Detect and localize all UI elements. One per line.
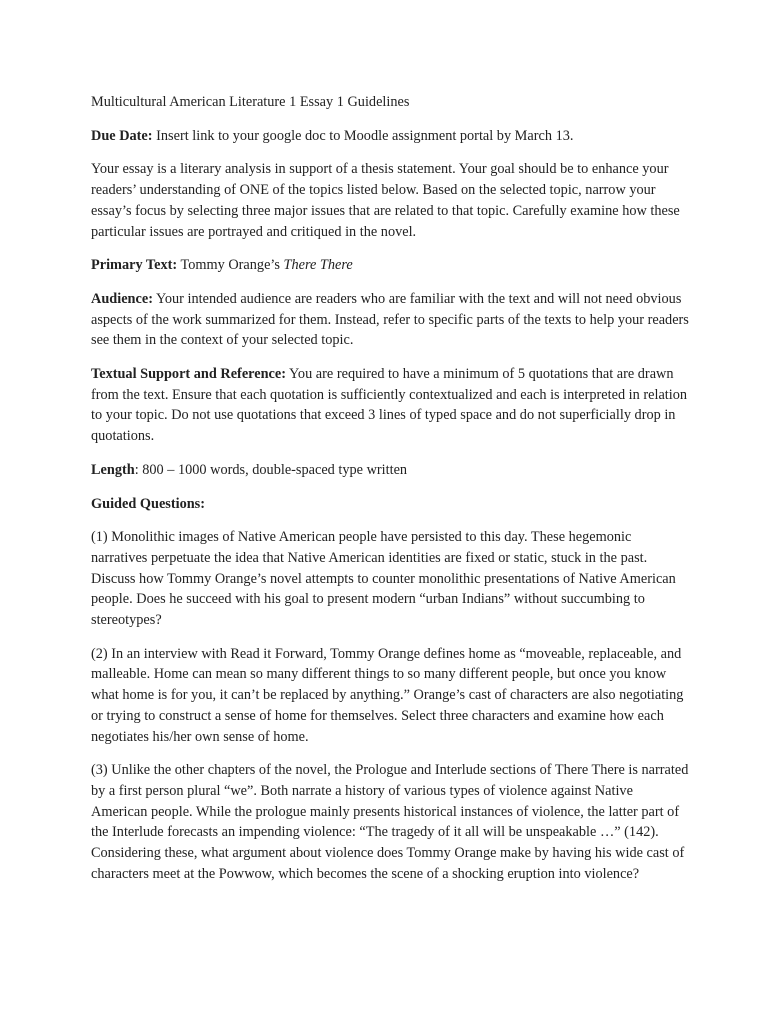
- primary-text-label: Primary Text:: [91, 257, 178, 274]
- book-title: There There: [283, 257, 353, 274]
- document-title: Multicultural American Literature 1 Essay 1 Guidelines: [91, 94, 410, 110]
- audience-text: Your intended audience are readers who are familiar with the text and will not need obvious aspects of the work summarized for them. Instead, refer to specific parts of the texts to help your readers see them in the context of your selected topic.: [91, 290, 689, 349]
- textual-support-paragraph: [91, 364, 691, 447]
- primary-text-text: Tommy Orange’s: [177, 257, 284, 274]
- length-text: : 800 – 1000 words, double-spaced type written: [134, 461, 408, 478]
- audience-label: Audience:: [91, 290, 153, 307]
- question-1: (1) Monolithic images of Native American people have persisted to this day. These hegemonic narratives perpetuate the idea that Native American identities are fixed or static, stuck in the past. Discuss how Tommy Orange’s novel attempts to counter monolithic presentations of Native American people. Does he succeed with his goal to present modern “urban Indians” without succumbing to stereotypes?: [91, 529, 676, 629]
- length-label: Length: [91, 461, 135, 478]
- due-date-label: Due Date:: [91, 127, 153, 144]
- due-date-paragraph: [91, 126, 691, 147]
- textual-support-label: Textual Support and Reference:: [91, 366, 286, 383]
- document-page: [91, 92, 691, 898]
- guided-questions-heading: Guided Questions:: [91, 495, 206, 512]
- primary-text-paragraph: [91, 255, 691, 276]
- due-date-text: Insert link to your google doc to Moodle assignment portal by March 13.: [152, 127, 574, 144]
- audience-paragraph: [91, 289, 691, 351]
- question-3: (3) Unlike the other chapters of the novel, the Prologue and Interlude sections of There There is narrated by a first person plural “we”. Both narrate a history of various types of violence against Native American people. While the prologue mainly presents historical instances of violence, the latter part of the Interlude forecasts an impending violence: “The tragedy of it all will be unspeakable …” (142). Considering these, what argument about violence does Tommy Orange make by having his wide cast of characters meet at the Powwow, which becomes the scene of a shocking eruption into violence?: [91, 762, 689, 882]
- length-paragraph: [91, 460, 691, 481]
- question-2: (2) In an interview with Read it Forward, Tommy Orange defines home as “moveable, replaceable, and malleable. Home can mean so many different things to so many different people, but once you know what home is for you, it can’t be replaced by anything.” Orange’s cast of characters are also negotiating or trying to construct a sense of home for themselves. Select three characters and examine how each negotiates his/her own sense of home.: [91, 645, 684, 745]
- textual-support-text: You are required to have a minimum of 5 quotations that are drawn from the text. Ensure that each quotation is sufficiently contextualized and each is interpreted in relation to your topic. Do not use quotations that exceed 3 lines of typed space and do not superficially drop in quotations.: [91, 366, 688, 445]
- intro-paragraph: Your essay is a literary analysis in support of a thesis statement. Your goal should be to enhance your readers’ understanding of ONE of the topics listed below. Based on the selected topic, narrow your essay’s focus by selecting three major issues that are related to that topic. Carefully examine how these particular issues are portrayed and critiqued in the novel.: [91, 161, 680, 240]
